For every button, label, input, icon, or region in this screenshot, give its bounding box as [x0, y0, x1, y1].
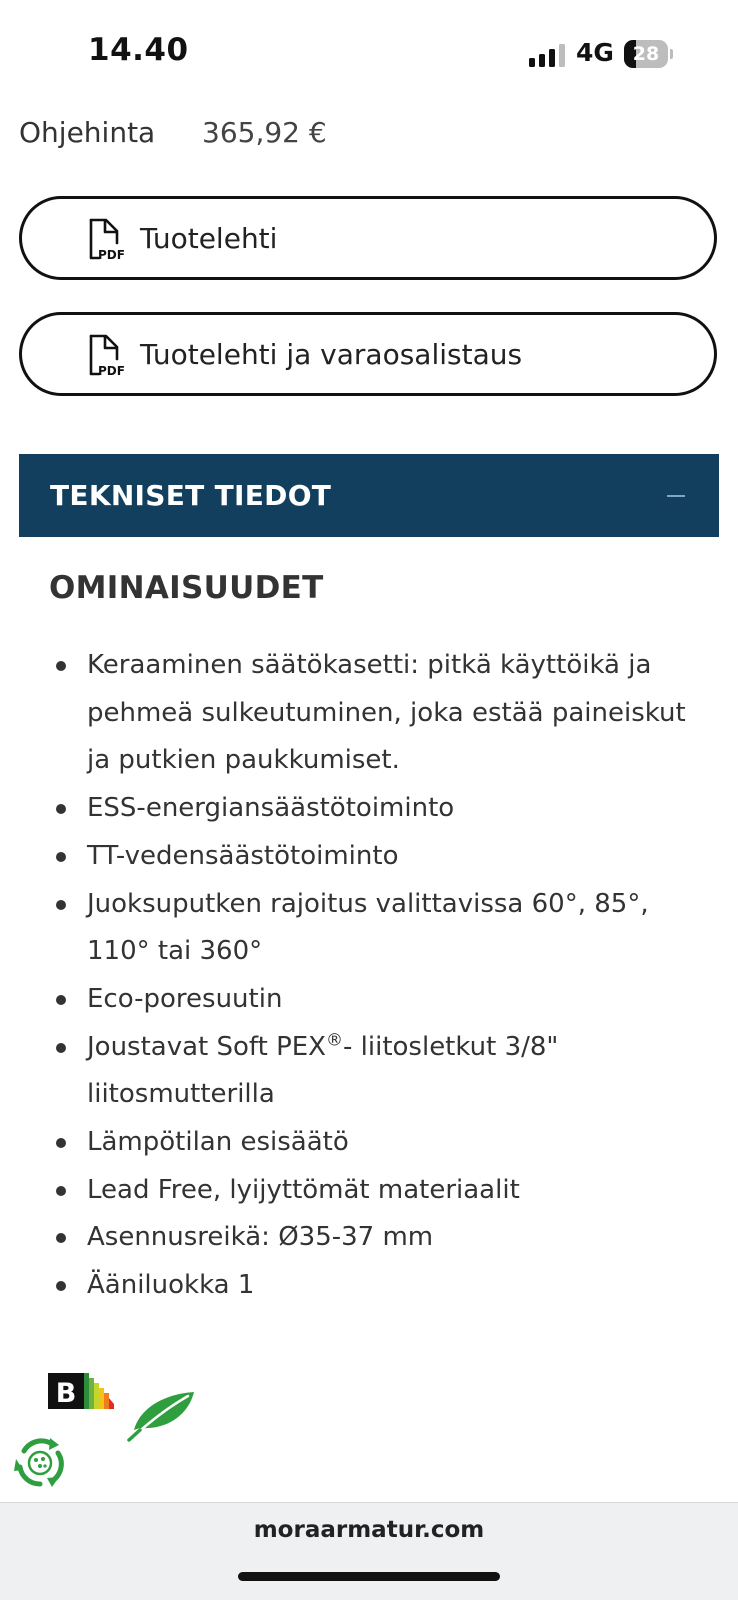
registered-mark: ® [326, 1029, 343, 1050]
feature-text: Joustavat Soft PEX [87, 1031, 326, 1062]
feature-item: Asennusreikä: Ø35-37 mm [49, 1214, 709, 1262]
energy-class: B [55, 1378, 77, 1409]
feature-item: TT-vedensäästötoiminto [49, 833, 709, 881]
recycle-icon [12, 1435, 68, 1491]
svg-text:PDF: PDF [98, 248, 125, 262]
energy-label-icon [48, 1368, 116, 1436]
feature-item: Ääniluokka 1 [49, 1262, 709, 1310]
pdf-file-icon [85, 334, 129, 378]
product-sheet-spare-parts-label: Tuotelehti ja varaosalistaus [140, 338, 523, 371]
feature-item: ESS-energiansäästötoiminto [49, 785, 709, 833]
feature-item: Lead Free, lyijyttömät materiaalit [49, 1167, 709, 1215]
minus-icon[interactable] [659, 484, 689, 508]
battery-icon [624, 40, 672, 68]
price-value: 365,92 € [202, 116, 327, 149]
leaf-icon [126, 1390, 196, 1442]
feature-item: Lämpötilan esisäätö [49, 1119, 709, 1167]
feature-item: Eco-poresuutin [49, 976, 709, 1024]
status-bar [0, 0, 738, 108]
product-sheet-button[interactable] [19, 196, 717, 280]
browser-address-bar[interactable] [0, 1502, 738, 1600]
features-heading: OMINAISUUDET [49, 570, 324, 606]
pdf-file-icon [85, 218, 129, 262]
feature-list [49, 642, 709, 1310]
price-label: Ohjehinta [19, 116, 156, 149]
svg-text:PDF: PDF [98, 364, 125, 378]
feature-item [49, 1024, 709, 1119]
status-time: 14.40 [88, 32, 189, 68]
product-sheet-spare-parts-button[interactable] [19, 312, 717, 396]
feature-text: - liitosletkut 3/8" liitosmutterilla [87, 1031, 559, 1110]
cellular-signal-icon [529, 43, 565, 67]
battery-percentage: 28 [632, 43, 660, 65]
technical-details-accordion[interactable] [19, 454, 719, 537]
address-url[interactable]: moraarmatur.com [253, 1517, 485, 1543]
accordion-title: TEKNISET TIEDOT [50, 479, 332, 512]
home-indicator[interactable] [238, 1572, 500, 1581]
feature-item: Juoksuputken rajoitus valittavissa 60°, 85°, 110° tai 360° [49, 881, 709, 976]
feature-item: Keraaminen säätökasetti: pitkä käyttöikä ja pehmeä sulkeutuminen, joka estää paineiskut ja putkien paukkumiset. [49, 642, 709, 785]
network-type: 4G [576, 38, 614, 67]
product-sheet-label: Tuotelehti [140, 222, 278, 255]
